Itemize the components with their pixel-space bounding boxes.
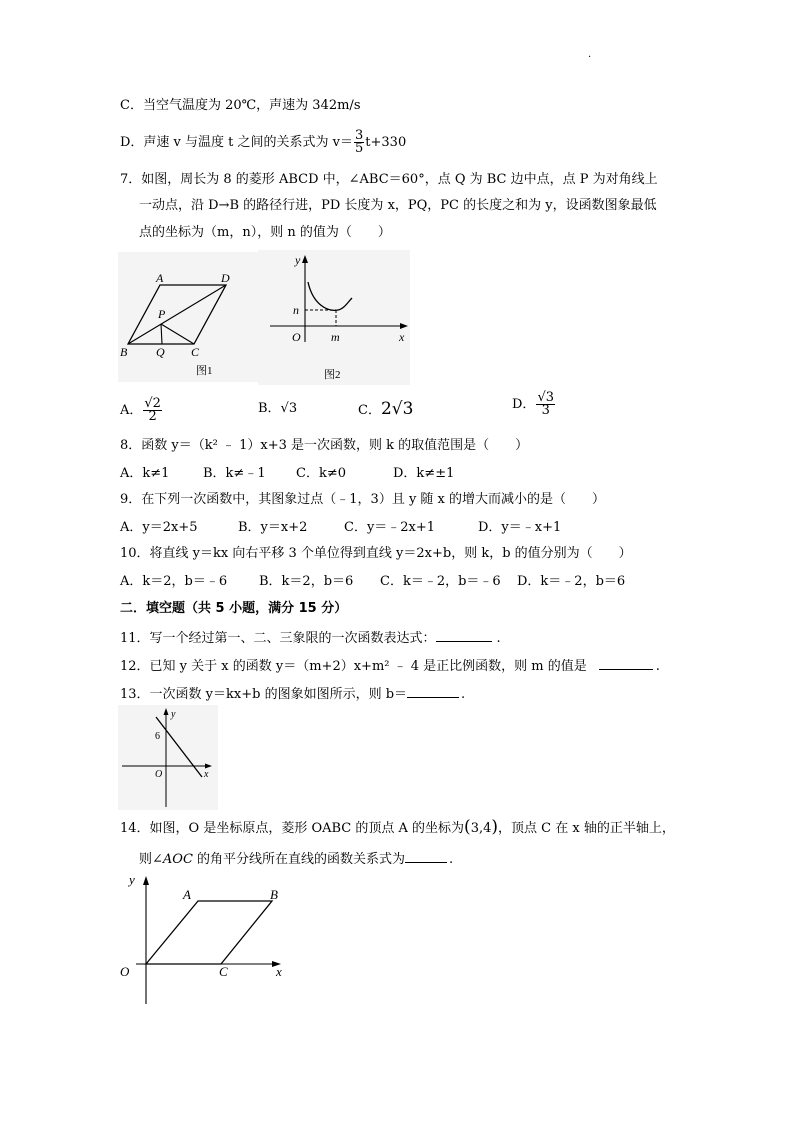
q9-option-a[interactable]: A．y＝2x+5 [120,520,198,535]
label-b: B [120,345,128,359]
q12-stem: 12．已知 y 关于 x 的函数 y＝（m+2）x+m² ﹣ 4 是正比例函数，则 m 的值是 [120,659,587,674]
section-2-heading: 二．填空题（共 5 小题，满分 15 分） [120,601,348,616]
q8-option-d[interactable]: D．k≠±1 [393,466,455,481]
q8-option-a[interactable]: A．k≠1 [120,466,170,481]
label-q: Q [156,345,165,359]
label-o: O [120,964,130,979]
label-c: C [191,345,200,359]
label-x: x [276,964,282,979]
q12-answer-blank[interactable] [599,655,653,670]
option-d-tail: t+330 [365,135,407,150]
label-o: O [155,769,163,780]
q11-stem: 11．写一个经过第一、二、三象限的一次函数表达式： [120,631,436,646]
label-y: y [171,709,176,720]
q14-stem-2-tail: 的角平分线所在直线的函数关系式为 [192,852,406,867]
q12-line [120,655,660,676]
q7-option-d-label: D． [512,397,536,412]
label-y: y [129,872,135,887]
fraction-root3-over-3 [536,392,555,417]
fraction-root2-over-2 [143,398,162,423]
page-marker-dot: · [588,52,592,63]
q7-figure-2 [258,250,410,385]
q7-option-c[interactable] [358,400,413,420]
q7-option-b[interactable]: B．√3 [258,401,298,416]
q7-line-1: 7．如图，周长为 8 的菱形 ABCD 中，∠ABC＝60°，点 Q 为 BC 边中点，点 P 为对角线上 [120,172,658,187]
q13-answer-blank[interactable] [407,683,459,698]
q13-line [120,683,465,704]
y-axis-arrow [143,876,149,885]
label-a: A [183,887,191,902]
q11-end: . [496,631,501,646]
q14-stem-1: 14．如图，O 是坐标原点，菱形 OABC 的顶点 A 的坐标为 [120,821,465,836]
fraction-denominator: 2 [148,409,157,424]
q9-option-c[interactable]: C．y＝﹣2x+1 [344,520,436,535]
q7-option-c-value: 2√3 [380,399,414,419]
fraction-denominator: 5 [355,141,364,156]
q13-figure [118,705,218,810]
q13-end: . [461,687,466,702]
fraction-numerator: √2 [144,396,161,411]
q10-option-a[interactable]: A．k＝2，b＝﹣6 [120,574,228,589]
label-b: B [270,887,278,902]
q9-option-d[interactable]: D．y＝﹣x+1 [478,520,562,535]
label-n: n [293,303,299,317]
figure-2-caption: 图2 [324,369,341,381]
label-six: 6 [155,731,160,742]
fraction-numerator: 3 [355,128,364,143]
label-c: C [219,964,228,979]
q14-stem-1-tail: ，顶点 C 在 x 轴的正半轴上， [498,821,675,836]
fraction-numerator: √3 [537,390,554,405]
q14-answer-blank[interactable] [405,848,447,863]
q13-stem: 13．一次函数 y＝kx+b 的图象如图所示，则 b＝ [120,687,408,702]
q14-angle-aoc: AOC [162,852,193,867]
q13-figure-background [118,705,218,810]
option-c-line: C．当空气温度为 20℃，声速为 342m/s [120,98,361,113]
q14-line-1 [120,818,675,838]
fraction-3-5 [354,130,364,155]
q7-line-2: 一动点，沿 D→B 的路径行进，PD 长度为 x，PQ，PC 的长度之和为 y，设函数图象最低 [139,198,657,213]
q7-option-d[interactable] [512,392,556,417]
q14-end: . [449,852,454,867]
q8-option-b[interactable]: B．k≠﹣1 [203,466,266,481]
q9-stem: 9．在下列一次函数中，其图象过点（﹣1，3）且 y 随 x 的增大而减小的是（ ） [120,492,606,507]
q10-option-d[interactable]: D．k＝﹣2，b＝6 [517,574,626,589]
fraction-denominator: 3 [541,403,550,418]
rhombus-oabc [146,901,272,964]
label-p: P [158,307,166,321]
q14-line-2 [139,848,453,869]
q10-stem: 10．将直线 y＝kx 向右平移 3 个单位得到直线 y＝2x+b，则 k，b 的值分别为（ ） [120,546,632,561]
label-d: D [221,271,230,285]
label-o: O [292,330,301,344]
figure-2-background [258,250,410,385]
q9-option-b[interactable]: B．y＝x+2 [238,520,308,535]
figure-1-caption: 图1 [196,365,213,377]
q12-end: . [655,659,660,674]
q8-option-c[interactable]: C．k≠0 [296,466,346,481]
q14-coordinate: 3,4 [470,821,492,836]
label-x: x [204,769,209,780]
q11-answer-blank[interactable] [436,627,492,642]
q7-option-a-label: A． [120,403,143,418]
q7-option-a[interactable] [120,398,163,423]
option-d-text: D．声速 v 与温度 t 之间的关系式为 v＝ [120,135,353,150]
q14-figure [116,870,288,1008]
q14-paren-close: ) [491,817,499,837]
label-a: A [156,271,164,285]
q11-line [120,627,501,648]
q14-stem-2: 则∠ [139,852,163,867]
q7-option-c-label: C． [358,403,381,418]
q8-stem: 8．函数 y＝（k² ﹣ 1）x+3 是一次函数，则 k 的取值范围是（ ） [120,438,529,453]
q10-option-c[interactable]: C．k＝﹣2，b＝﹣6 [380,574,501,589]
label-x: x [399,330,405,344]
q7-line-3: 点的坐标为（m，n），则 n 的值为（ ） [139,225,391,240]
label-y: y [295,253,301,267]
option-d-line [120,130,406,155]
label-m: m [331,330,340,344]
q14-paren-open: ( [464,817,471,837]
q10-option-b[interactable]: B．k＝2，b＝6 [259,574,354,589]
